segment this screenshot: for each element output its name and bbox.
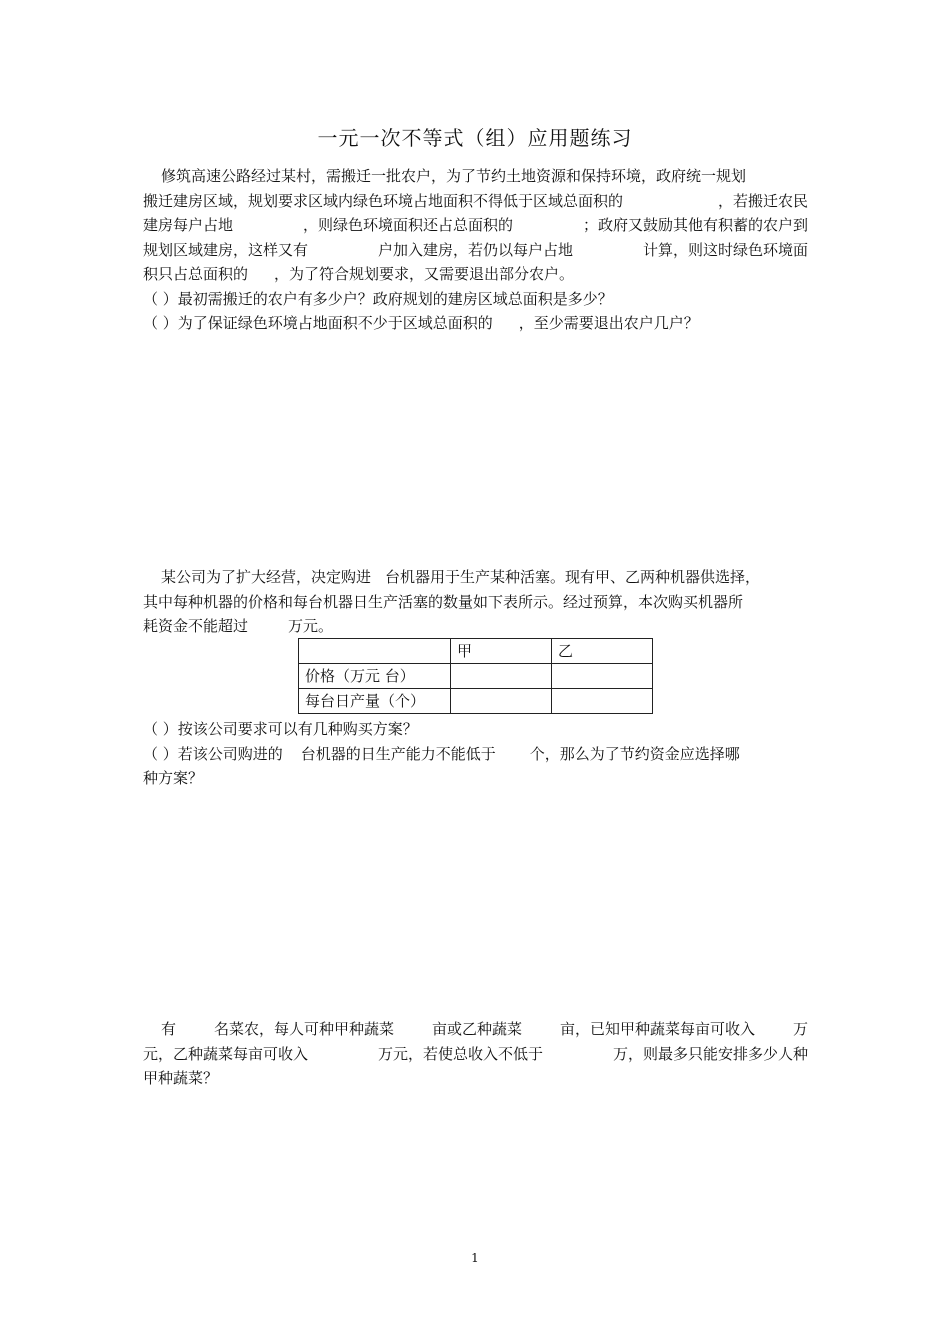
problem-2-question-2-cont: 种方案？ [143, 769, 204, 787]
problem-3-line-1: 有 名菜农，每人可种甲种蔬菜 亩或乙种蔬菜 亩，已知甲种蔬菜每亩可收入 万 [161, 1020, 808, 1038]
problem-2-line-2: 其中每种机器的价格和每台机器日生产活塞的数量如下表所示。经过预算，本次购买机器所 [143, 592, 744, 611]
table-cell [552, 689, 653, 714]
table-cell [552, 664, 653, 689]
table-cell: 价格（万元 台） [299, 664, 451, 689]
problem-3 [143, 1017, 808, 1091]
problem-3-line-3: 甲种蔬菜？ [143, 1069, 219, 1087]
problem-2-question-2: （ ）若该公司购进的 台机器的日生产能力不能低于 个，那么为了节约资金应选择哪 [143, 744, 740, 763]
problem-1-line-3: 建房每户占地 ，则绿色环境面积还占总面积的 ；政府又鼓励其他有积蓄的农户到 [143, 216, 808, 234]
problem-1-question-2: （ ）为了保证绿色环境占地面积不少于区域总面积的 ，至少需要退出农户几户？ [143, 314, 699, 332]
table-row [299, 664, 653, 689]
table-cell [451, 689, 552, 714]
problem-1-line-5: 积只占总面积的 ，为了符合规划要求，又需要退出部分农户。 [143, 265, 575, 283]
table-cell: 甲 [451, 639, 552, 664]
table-cell: 乙 [552, 639, 653, 664]
table-cell [451, 664, 552, 689]
machine-spec-table [298, 638, 653, 714]
problem-2-line-1: 某公司为了扩大经营，决定购进 台机器用于生产某种活塞。现有甲、乙两种机器供选择， [161, 568, 761, 586]
problem-1-question-1: （ ）最初需搬迁的农户有多少户？政府规划的建房区域总面积是多少？ [143, 289, 613, 308]
problem-3-line-2: 元，乙种蔬菜每亩可收入 万元，若使总收入不低于 万，则最多只能安排多少人种 [143, 1044, 808, 1063]
page-title: 一元一次不等式（组）应用题练习 [317, 126, 633, 150]
table-cell: 每台日产量（个） [299, 689, 451, 714]
table-header-row [299, 639, 653, 664]
table-row [299, 689, 653, 714]
problem-1-line-4: 规划区域建房，这样又有 户加入建房，若仍以每户占地 计算，则这时绿色环境面 [143, 240, 808, 259]
page-number: 1 [471, 1251, 479, 1265]
problem-2-line-3: 耗资金不能超过 万元。 [143, 617, 334, 635]
problem-1-line-1: 修筑高速公路经过某村，需搬迁一批农户，为了节约土地资源和保持环境，政府统一规划 [161, 167, 747, 185]
problem-2 [143, 565, 808, 639]
problem-2-question-1: （ ）按该公司要求可以有几种购买方案？ [143, 720, 418, 738]
problem-1-line-2: 搬迁建房区域，规划要求区域内绿色环境占地面积不得低于区域总面积的 ，若搬迁农民 [143, 191, 808, 210]
problem-2-questions [143, 717, 808, 791]
table-cell [299, 639, 451, 664]
problem-1 [143, 164, 808, 336]
